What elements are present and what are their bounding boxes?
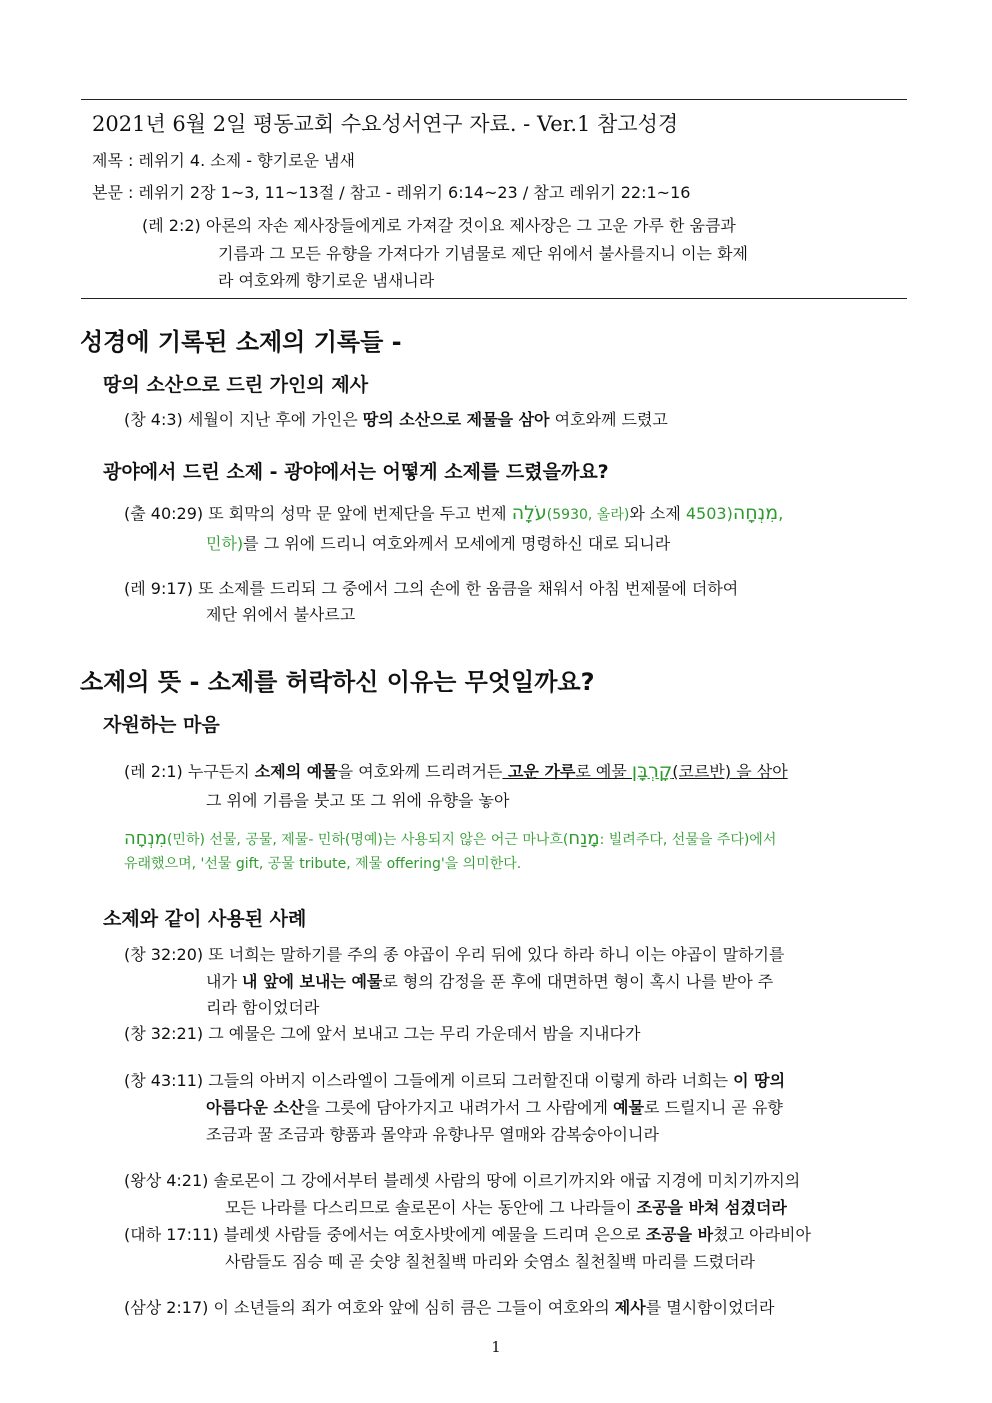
verse-ref: (레 9:17)	[124, 579, 193, 598]
verse-ref: (창 43:11)	[124, 1071, 204, 1090]
hebrew-word-note-line2: 유래했으며, '선물 gift, 공물 tribute, 제물 offering'을 의미한다.	[124, 856, 522, 872]
verse-lev-9-17-line2: 제단 위에서 불사르고	[206, 605, 356, 624]
verse-gen-43-11-line1	[124, 1068, 785, 1094]
verse-text: 이 소년들의 죄가 여호와 앞에 심히 큼은 그들이 여호와의	[213, 1298, 615, 1317]
top-rule	[81, 99, 907, 100]
section1-sub2-heading: 광야에서 드린 소제 - 광야에서는 어떻게 소제를 드렸을까요?	[103, 461, 609, 483]
section1-heading: 성경에 기록된 소제의 기록들 -	[80, 328, 402, 356]
bottom-rule	[81, 298, 907, 299]
header-verse-ref: (레 2:2)	[142, 216, 201, 235]
verse-lev-9-17-line1	[124, 576, 738, 602]
verse-bold: 이 땅의	[733, 1071, 786, 1090]
header-verse-line1	[142, 213, 736, 239]
page-number: 1	[491, 1338, 501, 1356]
hebrew-note: (5930, 올라)	[546, 507, 630, 523]
verse-ref: (창 32:20)	[124, 945, 204, 964]
hebrew-note: 민하)	[206, 534, 244, 553]
hebrew-olah: עֹלָה	[511, 502, 547, 524]
verse-text: 을 그릇에 담아가지고 내려가서 그 사람에게	[304, 1098, 614, 1117]
verse-underlined: 로 예물	[575, 762, 632, 781]
verse-2chr-17-11-line2: 사람들도 짐승 떼 곧 숫양 칠천칠백 마리와 숫염소 칠천칠백 마리를 드렸더라	[225, 1252, 755, 1271]
verse-lev-2-1-line2: 그 위에 기름을 붓고 또 그 위에 유향을 놓아	[206, 791, 510, 810]
verse-gen-32-20-line1	[124, 942, 784, 968]
section2-heading: 소제의 뜻 - 소제를 허락하신 이유는 무엇일까요?	[80, 668, 595, 696]
verse-text: 그들의 아버지 이스라엘이 그들에게 이르되 그러할진대 이렇게 하라 너희는	[208, 1071, 734, 1090]
verse-bold: 제사	[614, 1298, 646, 1317]
verse-bold: 땅의 소산으로 제물을 삼아	[362, 410, 550, 429]
hebrew-note: (4503,	[685, 504, 784, 523]
verse-gen-32-20-line2	[206, 969, 773, 995]
verse-exo-40-29-line1	[124, 500, 783, 528]
hebrew-word-note-line1	[124, 827, 864, 852]
hebrew-minchah: מִנְחָה	[732, 502, 779, 524]
verse-text: 그 예물은 그에 앞서 보내고 그는 무리 가운데서 밤을 지내다가	[208, 1024, 641, 1043]
header-verse-line2: 기름과 그 모든 유향을 가져다가 기념물로 제단 위에서 불사를지니 이는 화제	[218, 244, 748, 263]
verse-bold-underlined: 고운 가루	[502, 762, 576, 781]
verse-gen-32-21	[124, 1021, 640, 1047]
verse-2chr-17-11-line1	[124, 1222, 811, 1248]
hebrew-minchah: מִנְחָה	[124, 828, 167, 849]
verse-text: 모든 나라를 다스리므로 솔로몬이 사는 동안에 그 나라들이	[225, 1198, 637, 1217]
verse-ref: (왕상 4:21)	[124, 1171, 209, 1190]
verse-text: 누구든지	[187, 762, 255, 781]
verse-text: 와 소제	[629, 504, 686, 523]
verse-ref: (창 32:21)	[124, 1024, 204, 1043]
verse-gen-32-20-line3: 리라 함이었더라	[206, 998, 320, 1017]
verse-text: 블레셋 사람들 중에서는 여호사밧에게 예물을 드리며 은으로	[223, 1225, 646, 1244]
section2-sub2-heading: 소제와 같이 사용된 사례	[103, 908, 307, 930]
verse-lev-2-1-line1	[124, 758, 788, 785]
verse-text: 을 여호와께 드리려거든	[337, 762, 503, 781]
verse-gen-43-11-line2	[206, 1095, 783, 1121]
subject-line: 제목 : 레위기 4. 소제 - 향기로운 냄새	[92, 151, 355, 170]
verse-underlined: 을 삼아	[731, 762, 788, 781]
verse-1sam-2-17	[124, 1295, 774, 1321]
verse-text: 를 그 위에 드리니 여호와께서 모세에게 명령하신 대로 되니라	[243, 534, 671, 553]
verse-text: 쳤고 아라비아	[713, 1225, 811, 1244]
document-title: 2021년 6월 2일 평동교회 수요성서연구 자료. - Ver.1 참고성경	[92, 112, 679, 136]
verse-ref: (레 2:1)	[124, 762, 183, 781]
verse-gen-43-11-line3: 조금과 꿀 조금과 향품과 몰약과 유향나무 열매와 감복숭아이니라	[206, 1125, 659, 1144]
text-line: 본문 : 레위기 2장 1~3, 11~13절 / 참고 - 레위기 6:14~23 / 참고 레위기 22:1~16	[92, 183, 691, 202]
verse-gen-4-3	[124, 407, 668, 433]
note-text: : 빌려주다, 선물을 주다)에서	[599, 832, 777, 848]
hebrew-note: (코르반)	[672, 762, 732, 781]
header-verse-text1: 아론의 자손 제사장들에게로 가져갈 것이요 제사장은 그 고운 가루 한 움큼과	[205, 216, 736, 235]
verse-text: 로 형의 감정을 푼 후에 대면하면 형이 혹시 나를 받아 주	[382, 972, 774, 991]
verse-exo-40-29-line2	[206, 531, 670, 557]
verse-bold: 소제의 예물	[254, 762, 338, 781]
verse-bold: 예물	[613, 1098, 644, 1117]
verse-ref: (대하 17:11)	[124, 1225, 219, 1244]
verse-ref: (창 4:3)	[124, 410, 183, 429]
verse-text: 또 너희는 말하기를 주의 종 야곱이 우리 뒤에 있다 하라 하니 이는 야곱이 말하기를	[208, 945, 785, 964]
verse-text: 내가	[206, 972, 242, 991]
header-verse-line3: 라 여호와께 향기로운 냄새니라	[218, 271, 435, 290]
verse-bold: 내 앞에 보내는 예물	[242, 972, 383, 991]
hebrew-manach: מָנַח	[568, 828, 600, 849]
section1-sub1-heading: 땅의 소산으로 드린 가인의 제사	[103, 374, 369, 396]
verse-text: 를 멸시함이었더라	[645, 1298, 775, 1317]
hebrew-korban: קָרְבָּן	[631, 760, 673, 782]
verse-ref: (삼상 2:17)	[124, 1298, 209, 1317]
verse-text: 또 회막의 성막 문 앞에 번제단을 두고 번제	[208, 504, 512, 523]
verse-text: 여호와께 드렸고	[549, 410, 668, 429]
verse-1kgs-4-21-line1	[124, 1168, 800, 1194]
verse-text: 솔로몬이 그 강에서부터 블레셋 사람의 땅에 이르기까지와 애굽 지경에 미치기까지의	[213, 1171, 801, 1190]
verse-bold: 아름다운 소산	[206, 1098, 305, 1117]
verse-text: 또 소제를 드리되 그 중에서 그의 손에 한 움큼을 채워서 아침 번제물에 더하여	[198, 579, 739, 598]
verse-text: 세월이 지난 후에 가인은	[187, 410, 363, 429]
section2-sub1-heading: 자원하는 마음	[103, 714, 220, 736]
verse-bold: 조공을 바	[645, 1225, 714, 1244]
verse-ref: (출 40:29)	[124, 504, 204, 523]
verse-bold: 조공을 바쳐 섬겼더라	[636, 1198, 787, 1217]
note-text: (민하) 선물, 공물, 제물- 민하(명예)는 사용되지 않은 어근 마나흐(	[166, 832, 569, 848]
verse-1kgs-4-21-line2	[225, 1195, 787, 1221]
verse-text: 로 드릴지니 곧 유향	[643, 1098, 783, 1117]
